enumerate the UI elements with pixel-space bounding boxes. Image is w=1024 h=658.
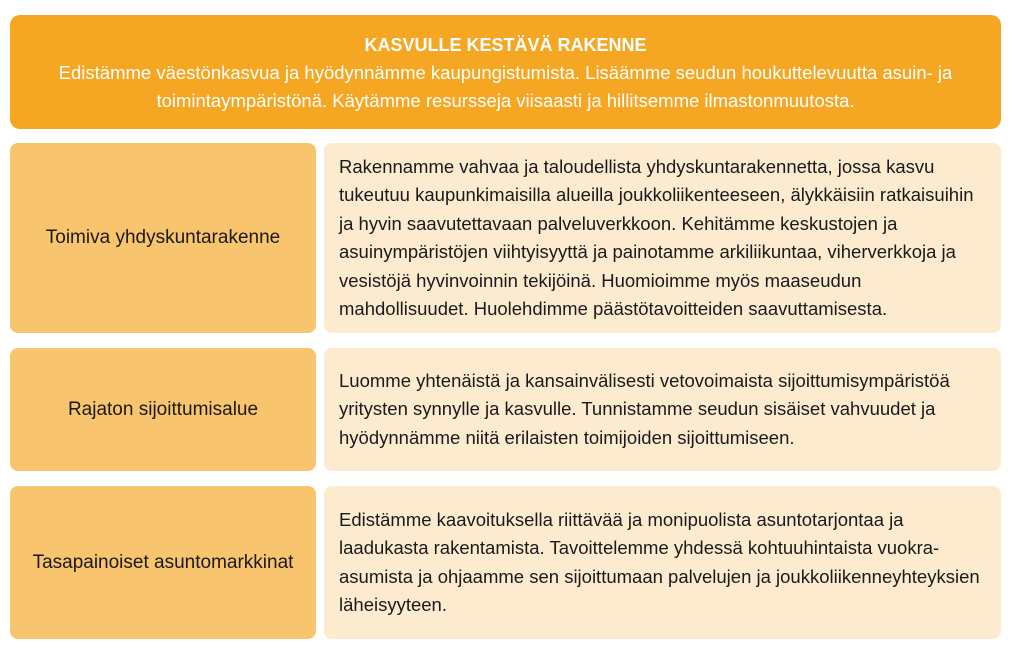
row-label-toimiva-yhdyskuntarakenne [10,143,316,333]
row-description: Luomme yhtenäistä ja kansainvälisesti vetovoimaista sijoittumisympäristöä yritysten synnylle ja kasvulle. Tunnistamme seudun sisäiset vahvuudet ja hyödynnämme niitä erilaisten toimijoiden sijoittumiseen. [339,369,950,448]
row-text-tasapainoiset-asuntomarkkinat [324,486,1001,639]
row-label-text: Rajaton sijoittumisalue [67,398,259,420]
header-title: KASVULLE KESTÄVÄ RAKENNE [364,35,647,55]
row-description: Rakennamme vahvaa ja taloudellista yhdyskuntarakennetta, jossa kasvu tukeutuu kaupunkimaisilla alueilla joukkoliikenteeseen, älykkäisiin ratkaisuihin ja hyvin saavutettavaan palveluverkkoon. Kehitämme keskustojen ja asuinympäristöjen viihtyisyyttä ja painotamme arkiliikuntaa, viherverkkoja ja vesistöjä hyvinvoinnin tekijöinä. Huomioimme myös maaseudun mahdollisuudet. Huolehdimme päästötavoitteiden saavuttamisesta. [339,155,974,319]
row-text-toimiva-yhdyskuntarakenne [324,143,1001,333]
row-text-rajaton-sijoittumisalue [324,348,1001,471]
row-label-text: Toimiva yhdyskuntarakenne [45,227,281,248]
row-label-text: Tasapainoiset asuntomarkkinat [32,551,294,573]
row-label-tasapainoiset-asuntomarkkinat [10,486,316,639]
header-description: Edistämme väestönkasvua ja hyödynnämme kaupungistumista. Lisäämme seudun houkuttelevuutta asuin- ja toimintaympäristönä. Käytämme resursseja viisaasti ja hillitsemme ilmastonmuutosta. [58,62,953,111]
header-banner [10,15,1001,129]
row-description: Edistämme kaavoituksella riittävää ja monipuolista asuntotarjontaa ja laadukasta rakentamista. Tavoittelemme yhdessä kohtuuhintaista vuokra-asumista ja ohjaamme sen sijoittumaan palvelujen ja joukkoliikenneyhteyksien läheisyyteen. [339,508,980,615]
row-label-rajaton-sijoittumisalue [10,348,316,471]
